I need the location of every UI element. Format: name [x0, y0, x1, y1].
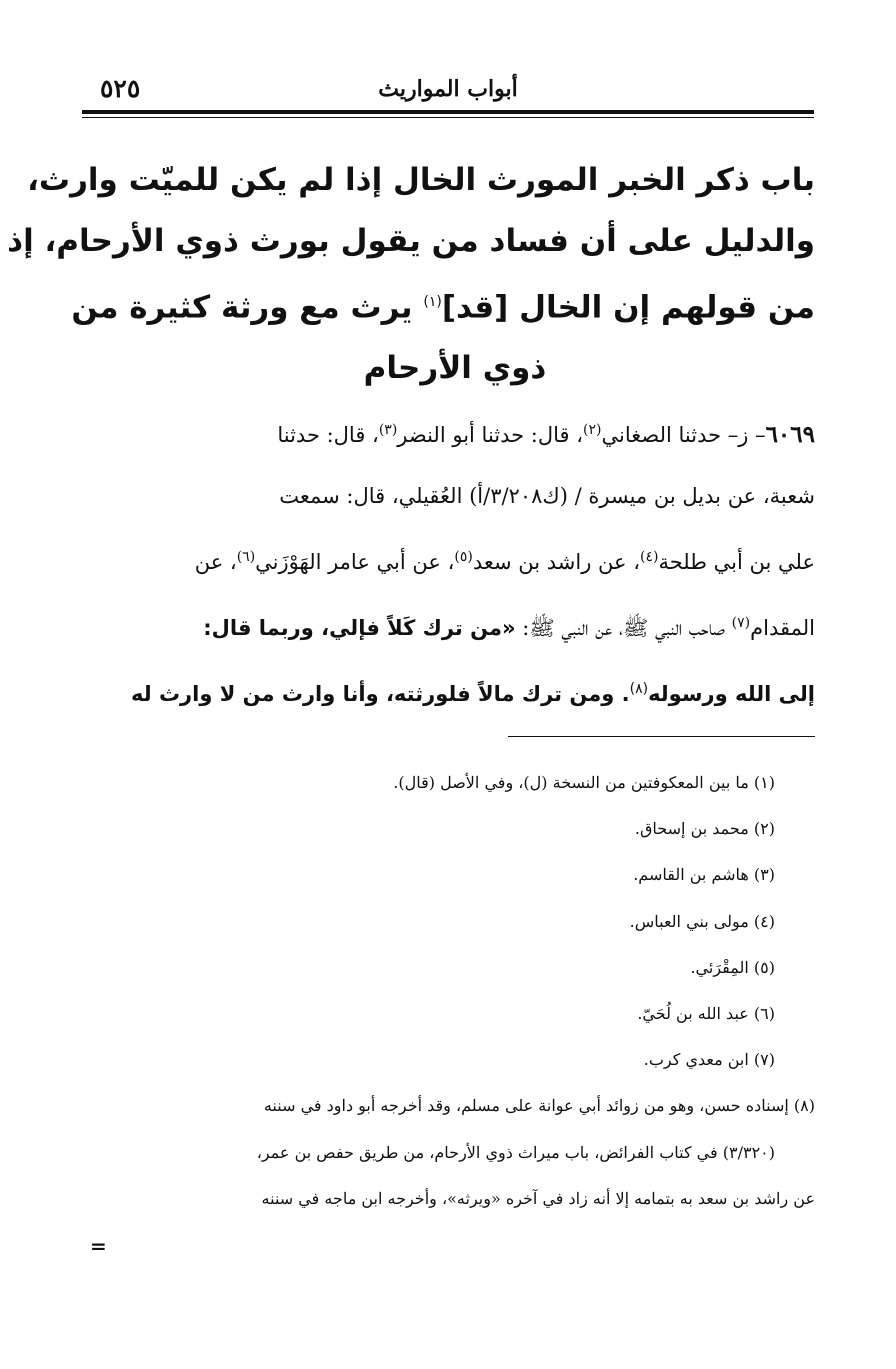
hadith-matn: . ومن ترك مالاً فلورثته، وأنا وارث من لا وارث له — [131, 682, 630, 706]
chapter-title-line: والدليل على أن فساد من يقول بورث ذوي الأرحام، إذ — [7, 223, 815, 259]
text-segment: ، عن أبي عامر الهَوْزَني — [255, 550, 455, 574]
header-rule-thin — [82, 117, 814, 118]
footnote: (١) ما بين المعكوفتين من النسخة (ل)، وفي الأصل (قال). — [393, 773, 775, 792]
chapter-title-segment: يرث مع ورثة كثيرة من — [71, 289, 424, 326]
hadith-text — [95, 400, 815, 725]
footnote-ref: (٦) — [236, 549, 256, 565]
chapter-title-segment: من قولهم إن الخال [قد] — [441, 289, 815, 326]
footnote-ref: (٣) — [378, 422, 398, 438]
running-title: أبواب المواريث — [378, 76, 518, 102]
page-header — [82, 72, 814, 106]
hadith-matn: إلى الله ورسوله — [648, 682, 815, 706]
text-line — [95, 593, 815, 659]
footnotes — [75, 760, 815, 1222]
footnote-ref: (٢) — [583, 422, 602, 438]
text-line — [95, 400, 815, 466]
footnote-ref: (٨) — [629, 681, 649, 697]
chapter-title — [7, 150, 815, 399]
footnote: (٢) محمد بن إسحاق. — [634, 819, 775, 839]
chapter-title-line — [71, 272, 815, 338]
footnote: (٨) إسناده حسن، وهو من زوائد أبي عوانة على مسلم، وقد أخرجه أبو داود في سننه — [263, 1096, 815, 1116]
chapter-title-line: ذوي الأرحام — [363, 350, 547, 387]
footnote-ref: (١) — [423, 294, 442, 310]
footnote-ref: (٤) — [640, 549, 659, 565]
footnote-continued: عن راشد بن سعد به بتمامه إلا أنه زاد في آخره «ويرثه»، وأخرجه ابن ماجه في سننه — [261, 1188, 815, 1208]
text-segment: ، عن راشد بن سعد — [472, 550, 641, 574]
text-segment: علي بن أبي طلحة — [658, 550, 815, 574]
footnote: (٣) هاشم بن القاسم. — [633, 865, 775, 885]
footnote: (٥) المِقْرَئي. — [690, 957, 775, 977]
text-segment: ، قال: حدثنا أبو النضر — [397, 423, 584, 447]
hadith-number: ٦٠٦٩ — [765, 421, 815, 448]
text-segment: ، عن — [194, 550, 237, 574]
text-line — [95, 659, 815, 725]
footnote-separator — [508, 736, 815, 737]
text-line: شعبة، عن بديل بن ميسرة / (ك٣/٢٠٨/أ) العُقيلي، قال: سمعت — [279, 484, 815, 508]
footnote-ref: (٧) — [731, 615, 751, 631]
continuation-mark: = — [90, 1234, 107, 1258]
text-segment: صاحب النبي ﷺ، عن النبي ﷺ: — [515, 616, 732, 640]
footnote: (٧) ابن معدي كرب. — [643, 1050, 775, 1070]
footnote: (٤) مولى بني العباس. — [629, 911, 775, 931]
footnote-ref: (٥) — [454, 549, 473, 565]
hadith-matn: «من ترك كَلاً فإلي، وربما قال: — [203, 616, 516, 640]
header-rule — [82, 110, 814, 114]
text-segment: – ز– حدثنا الصغاني — [601, 423, 766, 447]
chapter-title-line: باب ذكر الخبر المورث الخال إذا لم يكن للميّت وارث، — [27, 162, 815, 198]
text-segment: المقدام — [750, 616, 815, 640]
page-number: ٥٢٥ — [100, 74, 141, 103]
text-line — [95, 527, 815, 593]
footnote: (٦) عبد الله بن لُحَيّ. — [637, 1004, 775, 1024]
footnote-continued: (٣/٣٢٠) في كتاب الفرائض، باب ميراث ذوي الأرحام، من طريق حفص بن عمر، — [256, 1142, 775, 1162]
text-segment: ، قال: حدثنا — [277, 423, 379, 447]
